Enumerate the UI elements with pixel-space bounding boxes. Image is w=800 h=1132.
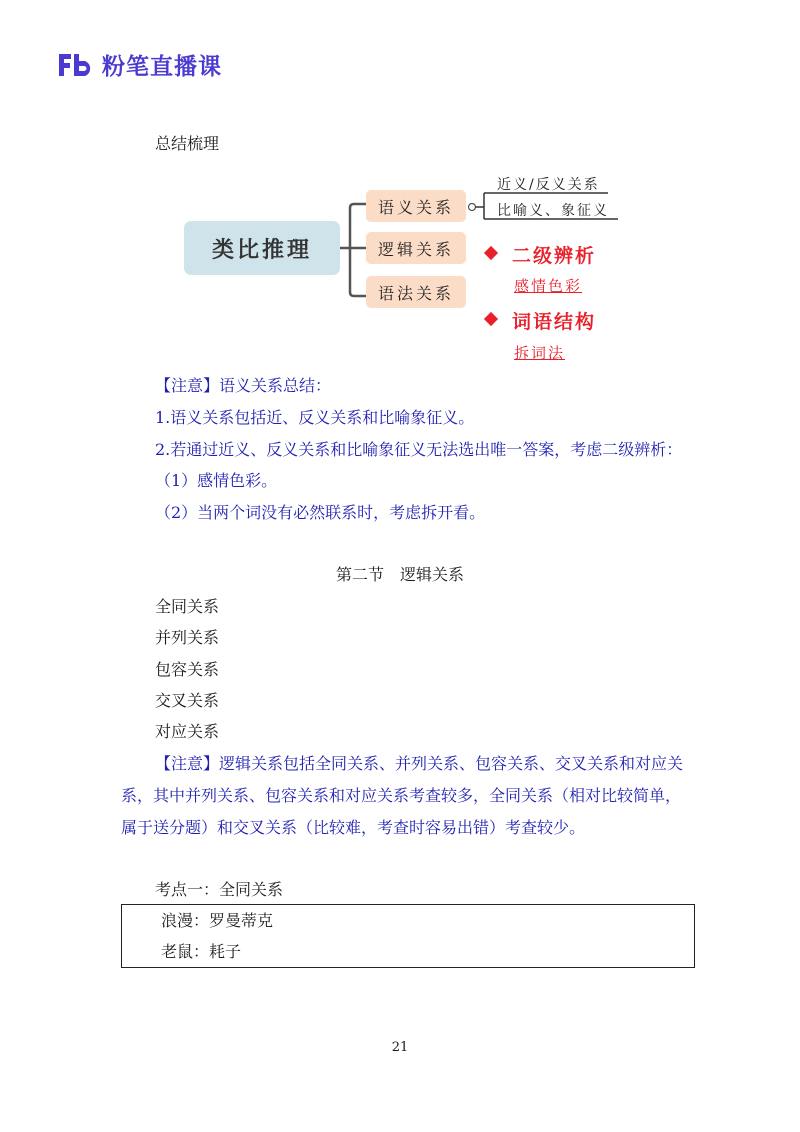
mindmap-note-split: 拆词法: [514, 344, 566, 362]
example-item: 老鼠：耗子: [161, 942, 242, 961]
relation-item: 对应关系: [155, 722, 220, 741]
note1-item: 2.若通过近义、反义关系和比喻象征义无法选出唯一答案，考虑二级辨析：: [155, 440, 683, 459]
note2-line: 系，其中并列关系、包容关系和对应关系考查较多，全同关系（相对比较简单，: [121, 786, 682, 805]
summary-heading: 总结梳理: [155, 134, 220, 153]
mindmap-leaf-synonym: 近义/反义关系: [497, 177, 600, 193]
relation-item: 包容关系: [155, 660, 220, 679]
mindmap-branch-logic: 逻辑关系: [366, 232, 466, 264]
note2-line: 【注意】逻辑关系包括全同关系、并列关系、包容关系、交叉关系和对应关: [155, 754, 684, 773]
note1-item: （2）当两个词没有必然联系时，考虑拆开看。: [155, 503, 486, 522]
mindmap-note-secondary: 二级辨析: [512, 245, 597, 267]
mindmap-root: 类比推理: [184, 221, 340, 275]
note1-item: （1）感情色彩。: [155, 471, 278, 490]
relation-item: 并列关系: [155, 628, 220, 647]
diamond-bullet-icon: [484, 246, 498, 260]
brand-name: 粉笔直播课: [102, 54, 222, 80]
section-heading: 第二节 逻辑关系: [335, 565, 464, 584]
note2-line: 属于送分题）和交叉关系（比较难，考查时容易出错）考查较少。: [121, 818, 586, 837]
fb-logo-icon: [56, 51, 96, 79]
kaodian-heading: 考点一：全同关系: [155, 880, 284, 899]
brand-logo: [56, 48, 222, 81]
mindmap-branch-semantic: 语义关系: [366, 190, 466, 222]
diamond-bullet-icon: [484, 312, 498, 326]
mindmap-note-structure: 词语结构: [512, 311, 597, 333]
note1-title: 【注意】语义关系总结：: [155, 376, 332, 395]
mindmap-branch-grammar: 语法关系: [366, 276, 466, 308]
example-item: 浪漫：罗曼蒂克: [161, 911, 274, 930]
mindmap-leaf-metaphor: 比喻义、象征义: [497, 203, 609, 219]
page-number: 21: [391, 1040, 409, 1055]
note1-item: 1.语义关系包括近、反义关系和比喻象征义。: [155, 408, 475, 427]
relation-item: 交叉关系: [155, 691, 220, 710]
relation-item: 全同关系: [155, 597, 220, 616]
mindmap-note-emotion: 感情色彩: [514, 277, 583, 295]
